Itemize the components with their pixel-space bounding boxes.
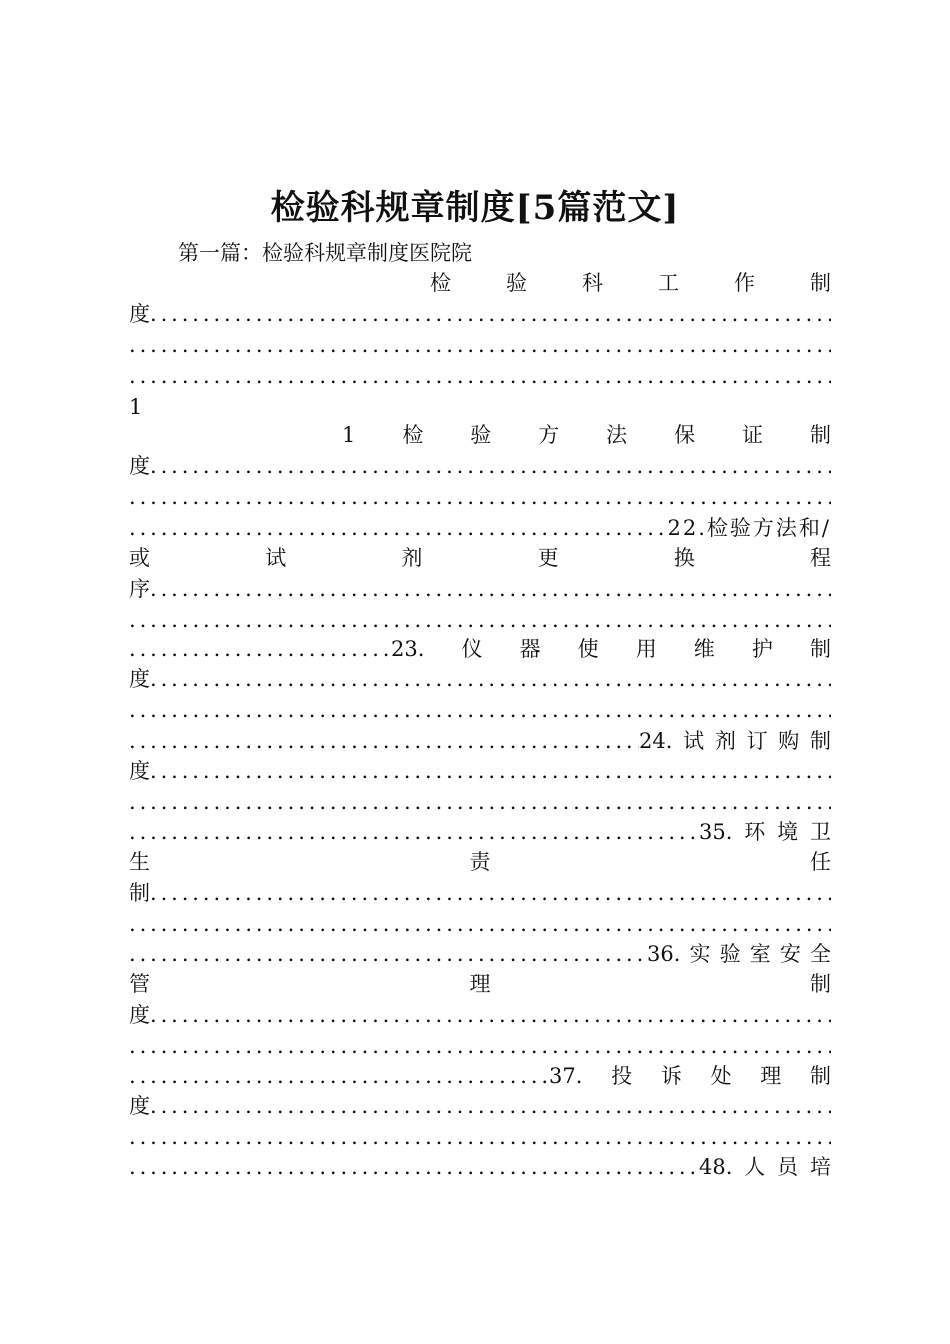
toc-leader-line (129, 330, 831, 361)
toc-leader-line: 度 ..... (129, 451, 831, 482)
toc-leader-line (129, 605, 831, 636)
toc-entry-heading: 或 试 剂 更 换 程 (129, 546, 831, 570)
toc-entry-heading: 管 理 制 (129, 972, 831, 996)
toc-leader-line: ..... 35. 环 境 卫 (129, 817, 831, 848)
toc-leader-line: 度 ..... (129, 1000, 831, 1031)
toc-leader-line (129, 695, 831, 726)
toc-leader-line (129, 1122, 831, 1153)
toc-leader-line: 度 ..... (129, 1091, 831, 1122)
toc-leader-line: 序 ..... (129, 574, 831, 605)
toc-leader-line (129, 787, 831, 818)
toc-leader-line: ..... 23. 仪 器 使 用 维 护 制 (129, 634, 831, 665)
toc-leader-line: 制 ..... (129, 878, 831, 909)
toc-leader-line: 度 ..... (129, 756, 831, 787)
page-title: 检验科规章制度[5篇范文] (270, 188, 680, 228)
toc-leader-line: ..... 48. 人 员 培 (129, 1152, 831, 1183)
toc-leader-line: ..... 24. 试 剂 订 购 制 (129, 726, 831, 757)
toc-leader-line (129, 361, 831, 392)
section-subtitle: 第一篇：检验科规章制度医院院 (178, 241, 472, 265)
toc-leader-line: ..... 37. 投 诉 处 理 制 (129, 1061, 831, 1092)
toc-leader-line (129, 1031, 831, 1062)
toc-leader-line: ..... 22.检验方法和/ (129, 513, 831, 544)
toc-entry-heading: 检 验 科 工 作 制 (430, 271, 831, 295)
toc-leader-line: 度 ..... (129, 299, 831, 330)
toc-leader-line: ..... 36. 实 验 室 安 全 (129, 939, 831, 970)
toc-leader-line: 度 ..... (129, 664, 831, 695)
toc-leader-line (129, 482, 831, 513)
toc-leader-line (129, 909, 831, 940)
toc-page-number: 1 (129, 395, 143, 419)
toc-entry-heading: 1 检 验 方 法 保 证 制 (342, 423, 831, 447)
toc-entry-heading: 生 责 任 (129, 850, 831, 874)
